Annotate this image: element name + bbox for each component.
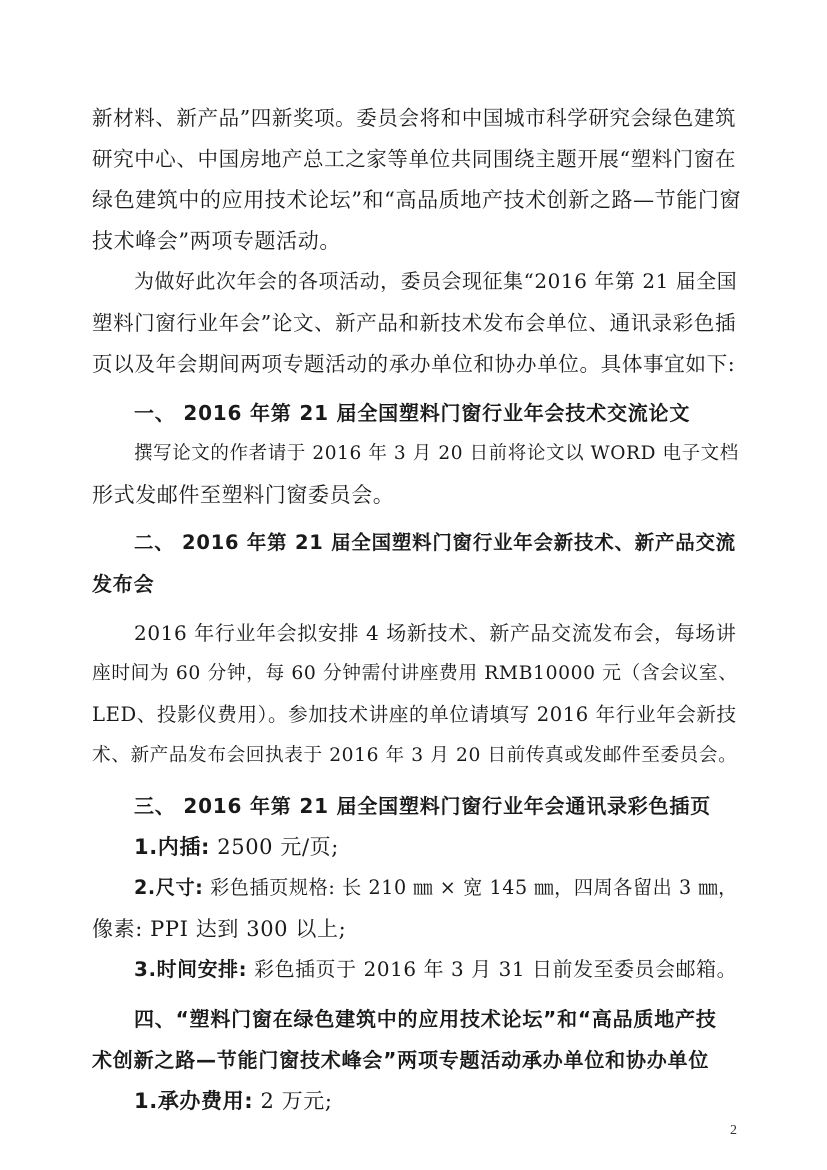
paragraph-line: 技术峰会”两项专题活动。 <box>92 229 341 253</box>
list-item-4 <box>134 1089 333 1113</box>
list-item-label: 1.内插: <box>134 835 210 859</box>
list-item-text: 彩色插页于 2016 年 3 月 31 日前发至委员会邮箱。 <box>247 958 738 981</box>
paragraph-line: 2016 年行业年会拟安排 4 场新技术、新产品交流发布会，每场讲 <box>134 621 737 645</box>
list-item-label: 3.时间安排: <box>134 958 248 981</box>
paragraph-line: 页以及年会期间两项专题活动的承办单位和协办单位。具体事宜如下: <box>92 352 736 376</box>
section-heading-4-cont: 术创新之路—节能门窗技术峰会”两项专题活动承办单位和协办单位 <box>92 1048 710 1072</box>
paragraph-line: 新材料、新产品”四新奖项。委员会将和中国城市科学研究会绿色建筑 <box>92 106 737 130</box>
list-item-text: 彩色插页规格: 长 210 ㎜ × 宽 145 ㎜，四周各留出 3 ㎜， <box>203 876 738 899</box>
section-heading-2: 二、 2016 年第 21 届全国塑料门窗行业年会新技术、新产品交流 <box>134 531 736 554</box>
paragraph-line: 绿色建筑中的应用技术论坛”和“高品质地产技术创新之路—节能门窗 <box>92 188 742 212</box>
paragraph-line: 像素: PPI 达到 300 以上; <box>92 917 347 941</box>
section-heading-2-cont: 发布会 <box>92 572 155 596</box>
paragraph-line: 形式发邮件至塑料门窗委员会。 <box>92 483 395 507</box>
paragraph-line: LED、投影仪费用）。参加技术讲座的单位请填写 2016 年行业年会新技 <box>92 703 737 726</box>
paragraph-line: 为做好此次年会的各项活动，委员会现征集“2016 年第 21 届全国 <box>134 270 738 293</box>
section-heading-1: 一、 2016 年第 21 届全国塑料门窗行业年会技术交流论文 <box>134 401 691 425</box>
paragraph-line: 研究中心、中国房地产总工之家等单位共同围绕主题开展“塑料门窗在 <box>92 147 737 171</box>
paragraph-line: 座时间为 60 分钟，每 60 分钟需付讲座费用 RMB10000 元（含会议室、 <box>92 663 738 684</box>
list-item-3 <box>134 958 737 982</box>
paragraph-line: 撰写论文的作者请于 2016 年 3 月 20 日前将论文以 WORD 电子文档 <box>134 443 739 464</box>
page-number: 2 <box>730 1123 737 1138</box>
list-item-text: 2500 元/页; <box>210 835 339 859</box>
list-item-2 <box>134 876 738 900</box>
paragraph-line: 塑料门窗行业年会”论文、新产品和新技术发布会单位、通讯录彩色插 <box>92 311 737 335</box>
section-heading-4: 四、“塑料门窗在绿色建筑中的应用技术论坛”和“高品质地产技 <box>134 1007 717 1031</box>
list-item-label: 1.承办费用: <box>134 1089 254 1113</box>
list-item-label: 2.尺寸: <box>134 876 204 899</box>
section-heading-3: 三、 2016 年第 21 届全国塑料门窗行业年会通讯录彩色插页 <box>134 794 711 818</box>
list-item-text: 2 万元; <box>253 1089 333 1113</box>
paragraph-line: 术、新产品发布会回执表于 2016 年 3 月 20 日前传真或发邮件至委员会。 <box>92 745 738 766</box>
list-item-1 <box>134 835 339 859</box>
